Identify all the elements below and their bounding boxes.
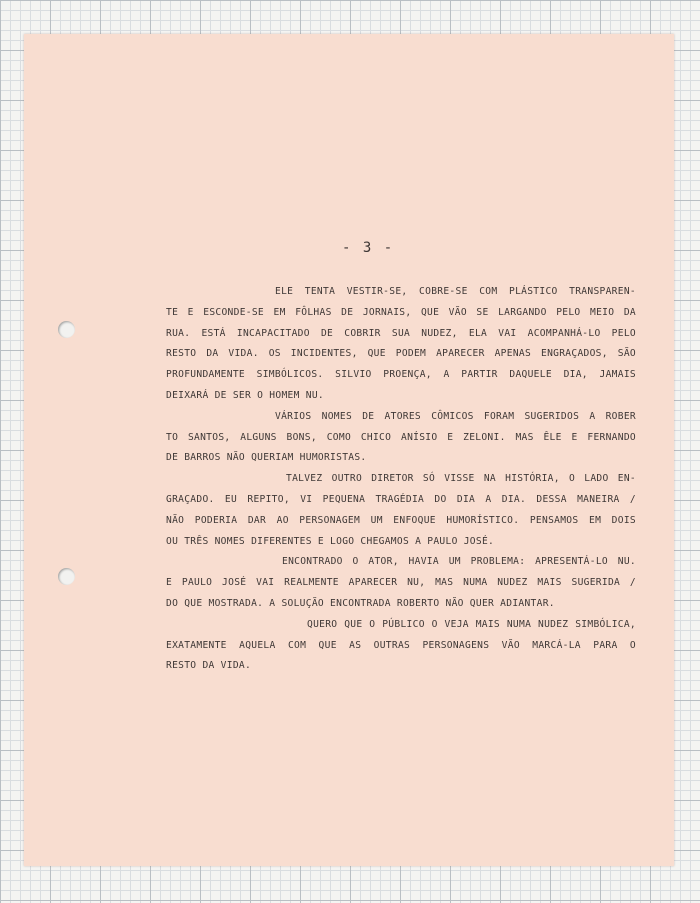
punch-hole [58, 321, 75, 338]
text-line: ENCONTRADO O ATOR, HAVIA UM PROBLEMA: APRESENTÁ-LO NU. [282, 556, 636, 568]
text-line: QUERO QUE O PÚBLICO O VEJA MAIS NUMA NUDEZ SIMBÓLICA, [307, 618, 636, 630]
text-line: PROFUNDAMENTE SIMBÓLICOS. SILVIO PROENÇA, A PARTIR DAQUELE DIA, JAMAIS [166, 369, 636, 381]
text-line: GRAÇADO. EU REPITO, VI PEQUENA TRAGÉDIA DO DIA A DIA. DESSA MANEIRA / [166, 493, 636, 505]
paper-sheet [24, 34, 674, 866]
text-line: DO QUE MOSTRADA. A SOLUÇÃO ENCONTRADA ROBERTO NÃO QUER ADIANTAR. [166, 597, 555, 609]
text-line: VÁRIOS NOMES DE ATORES CÔMICOS FORAM SUGERIDOS A ROBER [275, 410, 636, 422]
typed-text-body [166, 282, 636, 677]
text-line: DEIXARÁ DE SER O HOMEM NU. [166, 389, 324, 401]
text-line: TALVEZ OUTRO DIRETOR SÓ VISSE NA HISTÓRIA, O LADO EN- [286, 473, 636, 485]
text-line: DE BARROS NÃO QUERIAM HUMORISTAS. [166, 452, 367, 464]
text-line: E PAULO JOSÉ VAI REALMENTE APARECER NU, MAS NUMA NUDEZ MAIS SUGERIDA / [166, 577, 636, 589]
text-line: RESTO DA VIDA. [166, 660, 252, 672]
text-line: EXATAMENTE AQUELA COM QUE AS OUTRAS PERSONAGENS VÃO MARCÁ-LA PARA O [166, 639, 636, 651]
page-number: - 3 - [342, 240, 395, 256]
punch-hole [58, 568, 75, 585]
text-line: TO SANTOS, ALGUNS BONS, COMO CHICO ANÍSIO E ZELONI. MAS ÊLE E FERNANDO [166, 431, 636, 443]
text-line: ELE TENTA VESTIR-SE, COBRE-SE COM PLÁSTICO TRANSPAREN- [275, 286, 636, 297]
text-line: RESTO DA VIDA. OS INCIDENTES, QUE PODEM APARECER APENAS ENGRAÇADOS, SÃO [166, 348, 636, 360]
text-line: NÃO PODERIA DAR AO PERSONAGEM UM ENFOQUE HUMORÍSTICO. PENSAMOS EM DOIS [166, 514, 636, 526]
text-line: RUA. ESTÁ INCAPACITADO DE COBRIR SUA NUDEZ, ELA VAI ACOMPANHÁ-LO PELO [166, 327, 636, 339]
text-line: TE E ESCONDE-SE EM FÔLHAS DE JORNAIS, QUE VÃO SE LARGANDO PELO MEIO DA [166, 306, 636, 318]
text-line: OU TRÊS NOMES DIFERENTES E LOGO CHEGAMOS A PAULO JOSÉ. [166, 535, 495, 547]
